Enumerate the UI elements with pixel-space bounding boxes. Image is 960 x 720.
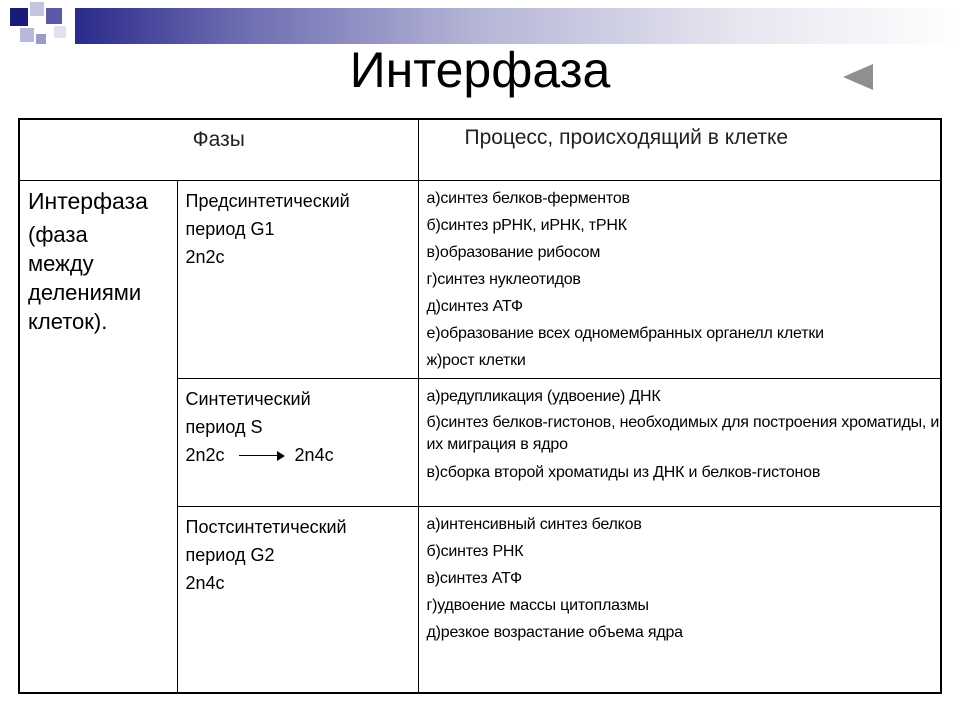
slide-title: Интерфаза — [349, 42, 611, 98]
decoration-square — [54, 26, 66, 38]
process-item: б)синтез белков-гистонов, необходимых для построения хроматиды, и их миграция в ядро — [426, 414, 940, 453]
process-item: г)удвоение массы цитоплазмы — [426, 597, 649, 614]
process-item: д)резкое возрастание объема ядра — [426, 624, 683, 641]
process-item: в)синтез АТФ — [426, 570, 523, 587]
process-cell-g1 — [418, 181, 941, 379]
process-item: ж)рост клетки — [426, 352, 526, 369]
period-formula-transition — [186, 441, 418, 469]
period-name-line: период S — [185, 417, 263, 437]
period-formula-from: 2n2c — [185, 445, 225, 465]
period-cell-g2 — [177, 507, 418, 693]
period-formula-to: 2n4c — [294, 445, 334, 465]
process-item: а)интенсивный синтез белков — [426, 516, 642, 533]
period-formula: 2n4c — [185, 573, 225, 593]
period-formula: 2n2c — [185, 247, 225, 267]
header-decoration-strip — [75, 8, 960, 44]
header-process: Процесс, происходящий в клетке — [418, 119, 941, 181]
table-row — [19, 181, 941, 379]
process-item: б)синтез рРНК, иРНК, тРНК — [426, 217, 627, 234]
interphase-table — [18, 118, 942, 694]
decoration-square — [30, 2, 44, 16]
phase-group-name: Интерфаза — [28, 188, 148, 214]
back-triangle-icon[interactable] — [843, 64, 873, 90]
period-name-line: период G1 — [185, 219, 275, 239]
process-item: в)образование рибосом — [426, 244, 601, 261]
decoration-square — [46, 8, 62, 24]
process-item: а)редупликация (удвоение) ДНК — [426, 388, 661, 405]
process-item: г)синтез нуклеотидов — [426, 271, 581, 288]
right-arrow-icon — [239, 450, 285, 462]
period-name-line: Предсинтетический — [185, 191, 350, 211]
process-item: а)синтез белков-ферментов — [426, 190, 630, 207]
period-name-line: Синтетический — [185, 389, 311, 409]
phase-group-note-line: делениями — [28, 280, 142, 305]
table-header-row — [19, 119, 941, 181]
process-cell-g2 — [418, 507, 941, 693]
decoration-square — [10, 8, 28, 26]
period-name-line: период G2 — [185, 545, 275, 565]
phase-group-note-line: (фаза — [28, 222, 88, 247]
phase-group-note-line: между — [28, 251, 94, 276]
process-item: д)синтез АТФ — [426, 298, 523, 315]
phase-group-note-line: клеток). — [28, 309, 108, 334]
period-cell-g1 — [177, 181, 418, 379]
period-name-line: Постсинтетический — [185, 517, 347, 537]
process-item: в)сборка второй хроматиды из ДНК и белков-гистонов — [426, 464, 821, 481]
period-cell-s — [177, 379, 418, 507]
process-item: б)синтез РНК — [426, 543, 524, 560]
process-item: е)образование всех одномембранных органелл клетки — [426, 325, 824, 342]
phase-group-cell — [19, 181, 177, 693]
process-cell-s — [418, 379, 941, 507]
header-phases: Фазы — [19, 119, 418, 181]
